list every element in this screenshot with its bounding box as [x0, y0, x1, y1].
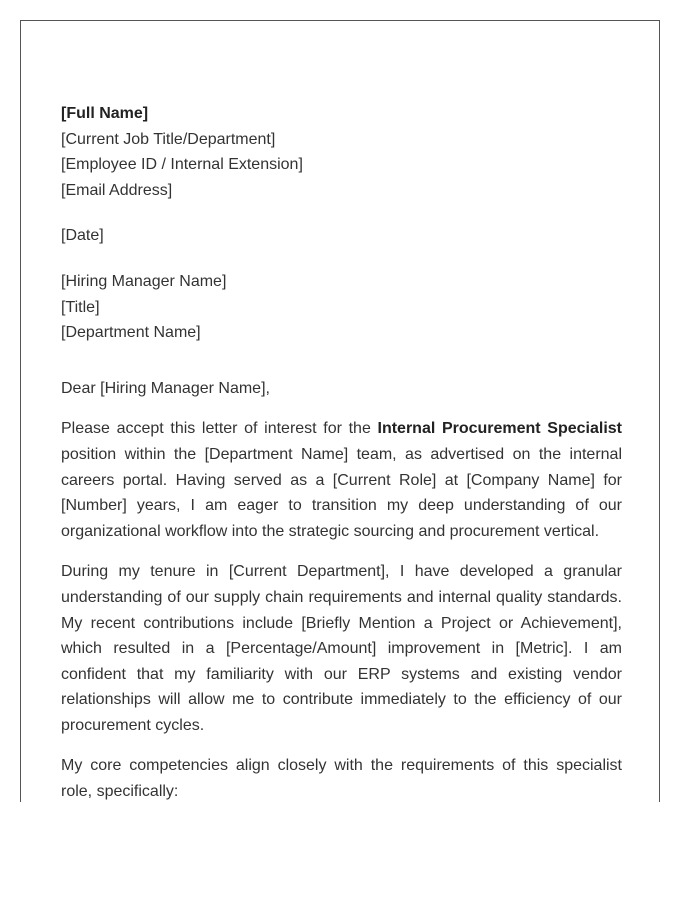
recipient-title: [Title] — [61, 298, 100, 316]
recipient-department: [Department Name] — [61, 324, 201, 342]
recipient-block — [61, 269, 622, 346]
sender-name: [Full Name] — [61, 105, 149, 122]
recipient-name: [Hiring Manager Name] — [61, 272, 227, 290]
salutation-block — [61, 376, 622, 402]
salutation: Dear [Hiring Manager Name], — [61, 379, 270, 397]
date-block — [61, 223, 622, 249]
paragraph-intro-lead: Please accept this letter of interest for the — [61, 420, 378, 438]
letter-date: [Date] — [61, 227, 104, 245]
paragraph-experience: During my tenure in [Current Department], I have developed a granular understanding of our supply chain requirements and internal quality standards. My recent contributions include [Briefly Mention a Project or Achievement], which resulted in a [Percentage/Amount] improvement in [Metric]. I am confident that my familiarity with our ERP systems and existing vendor relationships will allow me to contribute immediately to the efficiency of our procurement cycles. — [61, 563, 622, 734]
paragraph-intro-rest: position within the [Department Name] team, as advertised on the internal careers portal. Having served as a [Current Role] at [Company Name] for [Number] years, I am eager to transition my deep understanding of our organizational workflow into the strategic sourcing and procurement vertical. — [61, 445, 622, 540]
sender-title: [Current Job Title/Department] — [61, 130, 276, 148]
paragraph-competencies: My core competencies align closely with the requirements of this specialist role, specifically: — [61, 757, 622, 801]
sender-block — [61, 101, 622, 203]
position-title: Internal Procurement Specialist — [377, 420, 622, 438]
letter-body — [61, 101, 622, 802]
letter-page — [20, 20, 660, 802]
sender-employee-id: [Employee ID / Internal Extension] — [61, 156, 303, 174]
sender-email: [Email Address] — [61, 181, 173, 199]
paragraph-intro — [61, 416, 622, 544]
